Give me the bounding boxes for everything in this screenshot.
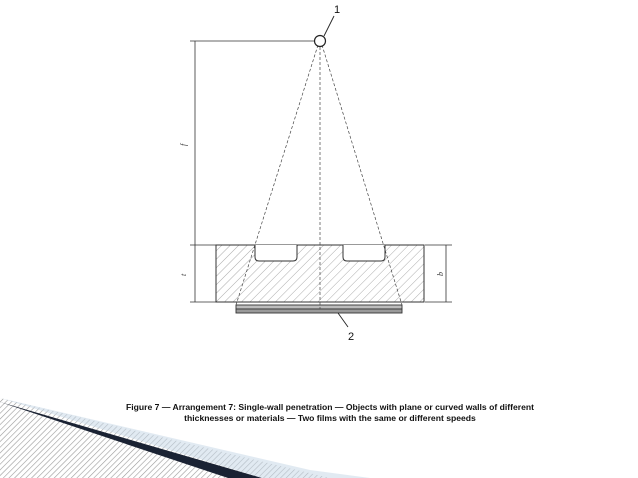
dimension-label-t: t: [179, 273, 188, 276]
object-recess-right: [343, 245, 385, 261]
dimension-label-b: b: [436, 272, 445, 276]
figure-caption: [60, 402, 600, 424]
film-callout-leader: [338, 313, 348, 327]
film-pack: [236, 305, 402, 313]
caption-line-2: thicknesses or materials — Two films with the same or different speeds: [184, 413, 476, 423]
source-callout-leader: [324, 16, 334, 36]
object-recess-left: [255, 245, 297, 261]
dimension-label-f: f: [179, 143, 188, 146]
source-callout-number: 1: [334, 4, 341, 16]
film-callout-number: 2: [348, 331, 355, 343]
caption-line-1: Figure 7 — Arrangement 7: Single-wall penetration — Objects with plane or curved walls of different: [126, 402, 534, 412]
radiation-source-icon: [315, 36, 326, 47]
